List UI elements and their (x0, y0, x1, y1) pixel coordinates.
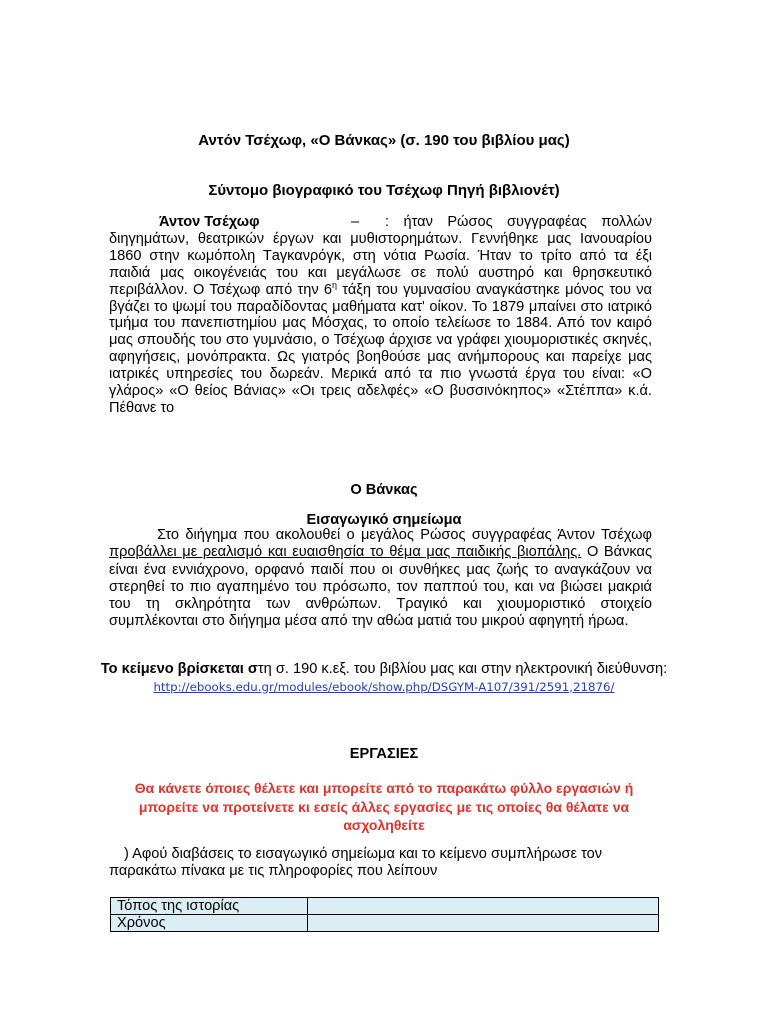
intro-text-2: Ο Βάνκας είναι ένα εννιάχρονο, ορφανό παιδί που οι συνθήκες μας ζωής το αναγκάζουν να στερηθεί το πιο αγαπημένο του πρόσωπο, τον παππού του, και να βιώσει μακριά του τη σκληρότητα των ανθρώπων. Τραγικό και χιουμοριστικό στοιχείο συμπλέκονται στο διήγημα μέσα από την αθώα ματιά του μικρού αφηγητή ήρωα. (109, 544, 652, 630)
table-cell-input[interactable] (308, 915, 659, 932)
source-note (0, 661, 768, 696)
intro-paragraph (109, 527, 652, 631)
author-name: Άντον Τσέχωφ (159, 214, 260, 230)
table-row (111, 915, 659, 932)
story-title: Ο Βάνκας (350, 482, 418, 498)
table-row (111, 898, 659, 915)
tasks-instruction-text: Θα κάνετε όποιες θέλετε και μπορείτε από το παρακάτω φύλλο εργασιών ή μπορείτε να προτείνετε κι εσείς άλλες εργασίες με τις οποίες θα θέλατε να ασχοληθείτε (134, 780, 634, 833)
intro-underlined-text: προβάλλει με ρεαλισμό και ευαισθησία το θέμα μας παιδικής βιοπάλης. (109, 544, 582, 561)
bio-text-2: τάξη του γυμνασίου αναγκάστηκε μόνος του να βγάζει το ψωμί του παραδίδοντας μαθήματα κατ' οίκον. Το 1879 μπαίνει στο ιατρικό τμήμα του πανεπιστημίου μας Μόσχας, το οποίο τελείωσε το 1884. Από τον καιρό μας σπουδής του στο γυμνάσιο, ο Τσέχωφ άρχισε να γράφει χιουμοριστικές σκηνές, αφηγήσεις, μονόπρακτα. Ως γιατρός βοηθούσε μας ανήμπορους και παρείχε μας ιατρικές υπηρεσίες του δωρεάν. Μερικά από τα πιο γνωστά έργα του είναι: «Ο γλάρος» «Ο θείος Βάνιας» «Οι τρεις αδελφές» «Ο βυσσινόκηπος» «Στέππα» κ.ά. Πέθανε το (109, 281, 652, 416)
question-body: ) Αφού διαβάσεις το εισαγωγικό σημείωμα και το κείμενο συμπλήρωσε τον παρακάτω πίνακα με τις πληροφορίες που λείπουν (109, 846, 603, 880)
intro-heading: Εισαγωγικό σημείωμα (306, 512, 462, 528)
document-title: Αντόν Τσέχωφ, «Ο Βάνκας» (σ. 190 του βιβλίου μας) (198, 132, 570, 149)
intro-text-1: Στο διήγημα που ακολουθεί ο μεγάλος Ρώσος συγγραφέας Άντον Τσέχωφ (157, 527, 652, 543)
biography-heading: Σύντομο βιογραφικό του Τσέχωφ Πηγή βιβλιονέτ) (208, 182, 560, 199)
bio-superscript: η (332, 279, 338, 290)
table-cell-input[interactable] (308, 898, 659, 915)
source-bold-text: Το κείμενο βρίσκεται σ (100, 661, 258, 677)
table-cell-label: Χρόνος (111, 915, 308, 932)
source-text: τη σ. 190 κ.εξ. του βιβλίου μας και στην ηλεκτρονική διεύθυνση: (257, 661, 668, 677)
tasks-instruction (0, 779, 768, 835)
biography-paragraph (109, 214, 652, 417)
bio-text-1: : ήταν Ρώσος συγγραφέας πολλών διηγημάτων, θεατρικών έργων και μυθιστορημάτων. Γεννήθηκε μας Ιανουαρίου 1860 στην κωμόπολη Τaγκανρόγκ, στη νότια Ρωσία. Ήταν το τρίτο από τα έξι παιδιά μας οικογένειάς του και μεγάλωσε σε πολύ αυστηρό και θρησκευτικό περιβάλλον. Ο Τσέχωφ από την 6 (109, 214, 652, 298)
bio-dash: – (350, 214, 360, 230)
tasks-heading: ΕΡΓΑΣΙΕΣ (349, 746, 419, 762)
info-table (110, 897, 659, 932)
ebook-link[interactable]: http://ebooks.edu.gr/modules/ebook/show.php/DSGYM-A107/391/2591,21876/ (153, 679, 615, 694)
question-text (109, 846, 669, 881)
table-cell-label: Τόπος της ιστορίας (111, 898, 308, 915)
